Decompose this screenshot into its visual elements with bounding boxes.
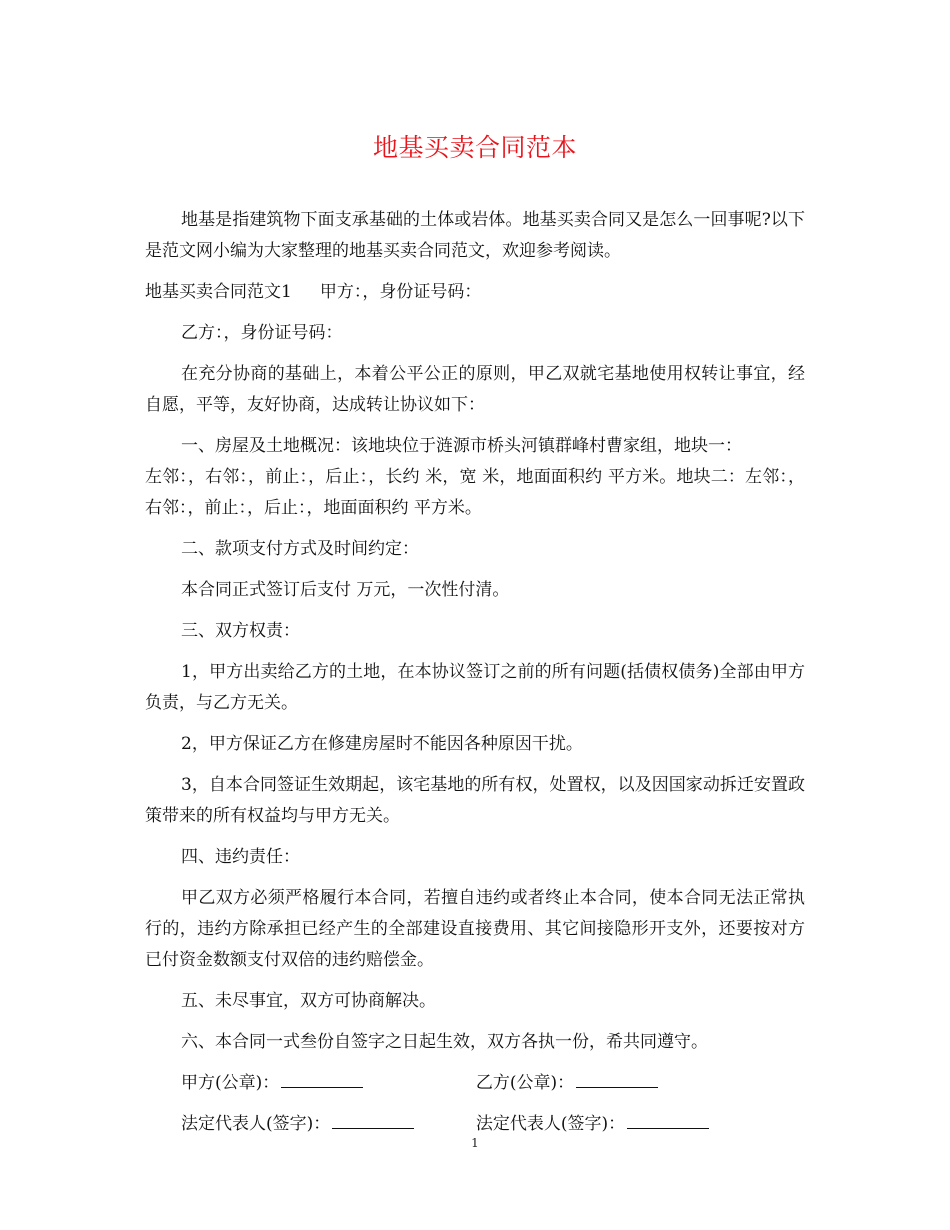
section2-body: 本合同正式签订后支付 万元，一次性付清。	[181, 580, 510, 600]
preamble-paragraph: 在充分协商的基础上，本着公平公正的原则，甲乙双就宅基地使用权转让事宜，经自愿，平等，友好协商，达成转让协议如下：	[145, 364, 805, 415]
page-number: 1	[471, 1136, 479, 1150]
section2-heading: 二、款项支付方式及时间约定：	[181, 539, 419, 559]
section4-body: 甲乙双方必须严格履行本合同，若擅自违约或者终止本合同，使本合同无法正常执行的，违约方除承担已经产生的全部建设直接费用、其它间接隐形开支外，还要按对方已付资金数额支付双倍的违约赔偿金。	[145, 888, 805, 970]
party-a-seal-line	[281, 1069, 363, 1088]
signature-row-seal	[145, 1068, 805, 1099]
party-b-seal-label: 乙方(公章)：	[475, 1073, 575, 1093]
section1-detail: 左邻：，右邻：，前止：，后止：，长约 米，宽 米，地面面积约 平方米。地块二：左邻：，右邻：，前止：，后止：，地面面积约 平方米。	[145, 467, 805, 518]
party-a-seal-label: 甲方(公章)：	[181, 1073, 280, 1093]
sample-heading-line	[145, 277, 805, 308]
section3-item-1: 1，甲方出卖给乙方的土地，在本协议签订之前的所有问题(括债权债务)全部由甲方负责，与乙方无关。	[145, 662, 805, 713]
party-b-line: 乙方：，身份证号码：	[181, 323, 343, 343]
section3-item-3: 3，自本合同签证生效期起，该宅基地的所有权，处置权，以及因国家动拆迁安置政策带来的所有权益均与甲方无关。	[145, 775, 805, 826]
section3-heading: 三、双方权责：	[181, 621, 300, 641]
party-a-seal	[145, 1068, 476, 1099]
party-b-seal-line	[576, 1069, 658, 1088]
section4-heading: 四、违约责任：	[181, 847, 300, 867]
section1-paragraph	[145, 431, 805, 462]
sample-label: 地基买卖合同范文1	[145, 282, 292, 302]
party-a-rep-label: 法定代表人(签字)：	[181, 1114, 331, 1134]
document-body	[145, 205, 805, 1150]
party-b-rep-line	[627, 1110, 709, 1129]
party-b-rep-label: 法定代表人(签字)：	[475, 1114, 626, 1134]
party-a-line: 甲方：，身份证号码：	[319, 282, 482, 302]
document-title: 地基买卖合同范本	[372, 133, 577, 162]
section3-item-2: 2，甲方保证乙方在修建房屋时不能因各种原因干扰。	[181, 734, 583, 754]
party-a-rep-line	[332, 1110, 414, 1129]
party-b-seal	[476, 1068, 805, 1099]
section1-heading: 一、房屋及土地概况：该地块位于涟源市桥头河镇群峰村曹家组，地块一：	[181, 436, 742, 456]
section5-paragraph: 五、未尽事宜，双方可协商解决。	[181, 991, 436, 1011]
intro-paragraph: 地基是指建筑物下面支承基础的土体或岩体。地基买卖合同又是怎么一回事呢?以下是范文网小编为大家整理的地基买卖合同范文，欢迎参考阅读。	[145, 210, 805, 261]
section6-paragraph: 六、本合同一式叁份自签字之日起生效，双方各执一份，希共同遵守。	[181, 1032, 708, 1052]
